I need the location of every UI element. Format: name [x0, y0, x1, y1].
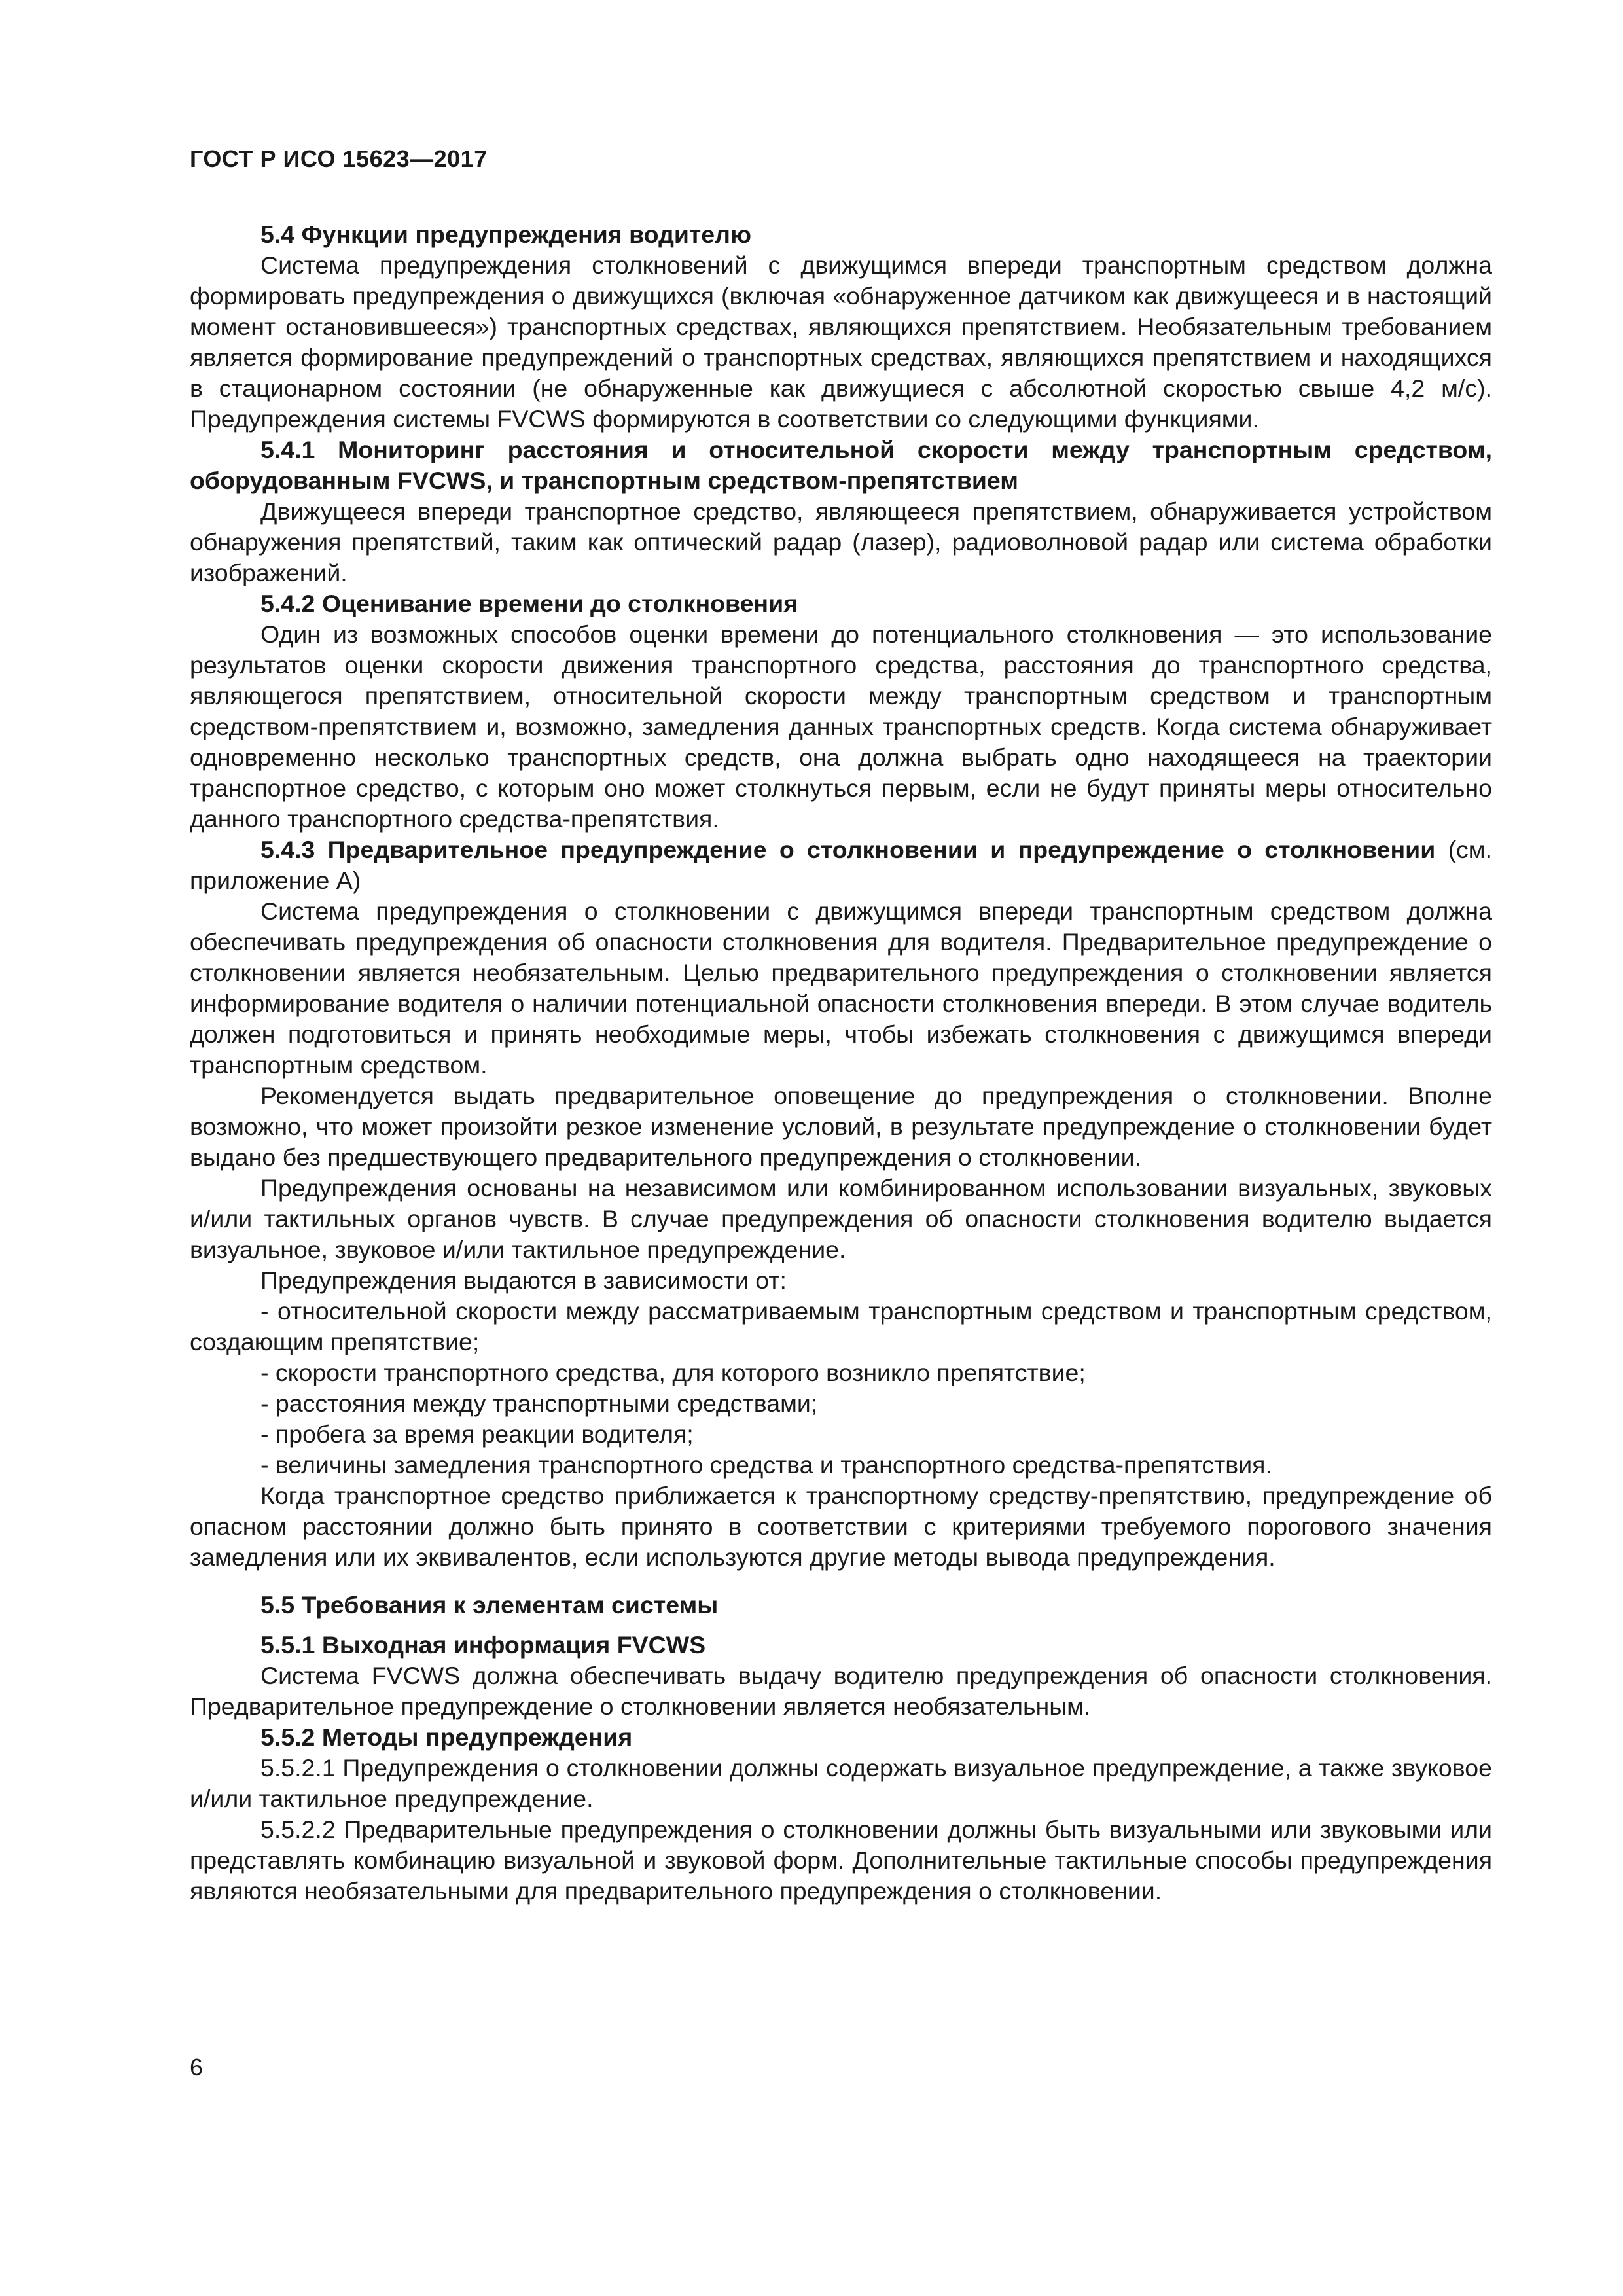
section-5-4-3-heading: [190, 834, 1492, 896]
section-5-4-2-title: 5.4.2 Оценивание времени до столкновения: [260, 590, 798, 617]
section-5-5-1-paragraph: Система FVCWS должна обеспечивать выдачу водителю предупреждения об опасности столкновения. Предварительное предупреждение о столкновении является необязательным.: [190, 1662, 1492, 1720]
section-5-4-3-paragraph-3: Предупреждения основаны на независимом или комбинированном использовании визуальных, звуковых и/или тактильных органов чувств. В случае предупреждения об опасности столкновения водителю выдается визуальное, звуковое и/или тактильное предупреждение.: [190, 1174, 1492, 1263]
document-header: ГОСТ Р ИСО 15623—2017: [190, 145, 488, 172]
section-5-5-2-title: 5.5.2 Методы предупреждения: [260, 1723, 633, 1751]
section-5-5-1-title: 5.5.1 Выходная информация FVCWS: [260, 1631, 706, 1659]
section-5-5-2-2-paragraph: 5.5.2.2 Предварительные предупреждения о столкновении должны быть визуальными или звуковыми или представлять комбинацию визуальной и звуковой форм. Дополнительные тактильные способы предупреждения являются необязательными для предварительного предупреждения о столкновении.: [190, 1816, 1492, 1905]
section-5-4-3-paragraph-5: Когда транспортное средство приближается к транспортному средству-препятствию, предупреждение об опасном расстоянии должно быть принято в соответствии с критериями требуемого порогового значения замедления или их эквивалентов, если используются другие методы вывода предупреждения.: [190, 1482, 1492, 1571]
section-5-4-title: 5.4 Функции предупреждения водителю: [260, 221, 751, 248]
section-5-4-1-paragraph: Движущееся впереди транспортное средство, являющееся препятствием, обнаруживается устройством обнаружения препятствий, таким как оптический радар (лазер), радиоволновой радар или система обработки изображений.: [190, 497, 1492, 586]
section-5-4-3-title: 5.4.3 Предварительное предупреждение о столкновении и предупреждение о столкновении: [260, 836, 1436, 863]
list-item: - скорости транспортного средства, для которого возникло препятствие;: [260, 1359, 1086, 1386]
section-5-4-3-paragraph-4: Предупреждения выдаются в зависимости от:: [260, 1266, 787, 1294]
section-5-4-3-title-suffix: (см. приложение А): [190, 836, 1493, 894]
list-item: - расстояния между транспортными средствами;: [260, 1390, 818, 1417]
section-5-5-title: 5.5 Требования к элементам системы: [260, 1591, 719, 1619]
section-5-5-2-1-paragraph: 5.5.2.1 Предупреждения о столкновении должны содержать визуальное предупреждение, а также звуковое и/или тактильное предупреждение.: [190, 1754, 1492, 1812]
section-5-4-2-paragraph: Один из возможных способов оценки времени до потенциального столкновения — это использование результатов оценки скорости движения транспортного средства, расстояния до транспортного средства, являющегося препятствием, относительной скорости между транспортным средством и транспортным средством-препятствием и, возможно, замедления данных транспортных средств. Когда система обнаруживает одновременно несколько транспортных средств, она должна выбрать одно находящееся на траектории транспортное средство, с которым оно может столкнуться первым, если не будут приняты меры относительно данного транспортного средства-препятствия.: [190, 620, 1492, 833]
list-item: - величины замедления транспортного средства и транспортного средства-препятствия.: [260, 1451, 1272, 1479]
list-item: - относительной скорости между рассматриваемым транспортным средством и транспортным средством, создающим препятствие;: [190, 1297, 1492, 1355]
section-5-4-3-paragraph-1: Система предупреждения о столкновении с движущимся впереди транспортным средством должна обеспечивать предупреждения об опасности столкновения для водителя. Предварительное предупреждение о столкновении является необязательным. Целью предварительного предупреждения о столкновении является информирование водителя о наличии потенциальной опасности столкновения впереди. В этом случае водитель должен подготовиться и принять необходимые меры, чтобы избежать столкновения с движущимся впереди транспортным средством.: [190, 897, 1492, 1079]
page-number: 6: [190, 2054, 204, 2081]
section-5-4-paragraph: Система предупреждения столкновений с движущимся впереди транспортным средством должна формировать предупреждения о движущихся (включая «обнаруженное датчиком как движущееся и в настоящий момент остановившееся») транспортных средствах, являющихся препятствием. Необязательным требованием является формирование предупреждений о транспортных средствах, являющихся препятствием и находящихся в стационарном состоянии (не обнаруженные как движущиеся с абсолютной скоростью свыше 4,2 м/с). Предупреждения системы FVCWS формируются в соответствии со следующими функциями.: [190, 251, 1492, 433]
page-content: [190, 219, 1492, 1907]
section-5-4-3-paragraph-2: Рекомендуется выдать предварительное оповещение до предупреждения о столкновении. Вполне возможно, что может произойти резкое изменение условий, в результате предупреждение о столкновении будет выдано без предшествующего предварительного предупреждения о столкновении.: [190, 1082, 1492, 1171]
section-5-4-1-title: 5.4.1 Мониторинг расстояния и относительной скорости между транспортным средством, оборудованным FVCWS, и транспортным средством-препятствием: [190, 436, 1492, 494]
list-item: - пробега за время реакции водителя;: [260, 1420, 694, 1448]
